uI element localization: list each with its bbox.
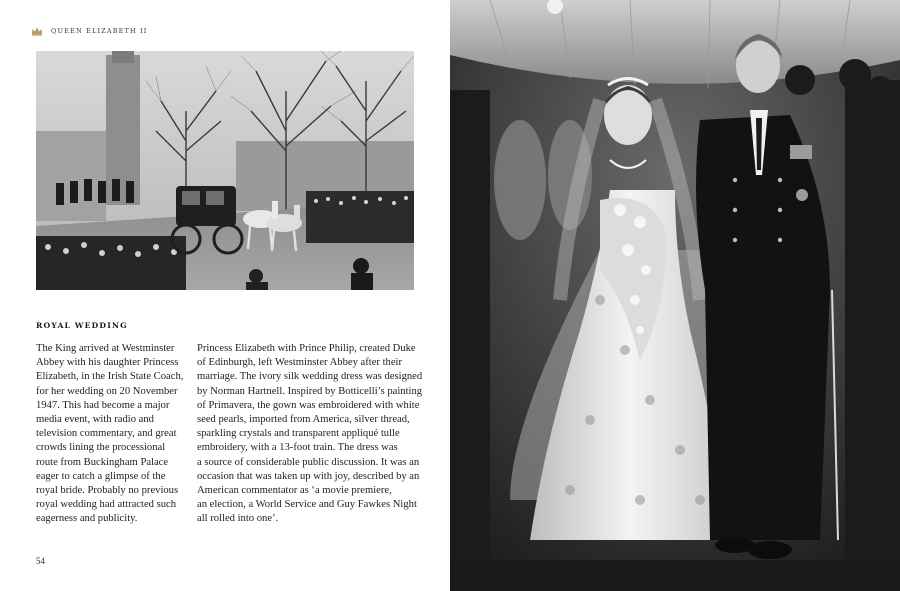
body-line: of Edinburgh, left Westminster Abbey after their xyxy=(197,357,402,369)
body-line: of Primavera, the gown was embroidered with white xyxy=(197,399,420,411)
body-line: for her wedding on 20 November xyxy=(36,385,178,397)
body-line: route from Buckingham Palace xyxy=(36,456,169,468)
body-line: 1947. This had become a major xyxy=(36,399,170,411)
body-line: eager to catch a glimpse of the xyxy=(36,470,166,482)
body-line: eagerness and publicity. xyxy=(36,513,138,525)
body-line: royal wedding had attracted such xyxy=(36,499,177,511)
body-line: a source of considerable public discussion. It was an xyxy=(197,456,420,468)
body-line: by Norman Hartnell. Inspired by Botticelli’s painting xyxy=(197,385,423,397)
body-line: an election, a World Service and Guy Fawkes Night xyxy=(197,499,417,511)
body-line: Princess Elizabeth with Prince Philip, created Duke xyxy=(197,343,416,354)
crown-icon xyxy=(31,26,43,36)
wedding-photo xyxy=(450,0,900,591)
body-line: sparkling crystals and transparent appliqué tulle xyxy=(197,428,400,440)
page-number: 54 xyxy=(36,556,45,566)
body-line: royal bride. Probably no previous xyxy=(36,485,179,497)
body-line: embroidery, with a 13-foot train. The dress was xyxy=(197,442,398,454)
procession-photo xyxy=(36,51,414,290)
body-line: crowds lining the processional xyxy=(36,442,166,454)
body-line: American commentator as ‘a movie premiere, xyxy=(197,485,392,497)
body-line: occasion that was taken up with joy, described by an xyxy=(197,470,420,482)
body-line: Abbey with his daughter Princess xyxy=(36,357,179,369)
body-column-left xyxy=(36,342,184,527)
body-line: The King arrived at Westminster xyxy=(36,343,175,354)
body-line: all rolled into one’. xyxy=(197,513,279,525)
body-line: marriage. The ivory silk wedding dress was designed xyxy=(197,371,423,383)
body-line: Elizabeth, in the Irish State Coach, xyxy=(36,371,184,383)
body-column-right xyxy=(197,342,423,527)
running-head-title: QUEEN ELIZABETH II xyxy=(51,27,148,35)
section-heading: ROYAL WEDDING xyxy=(36,321,128,330)
running-head xyxy=(31,24,148,38)
body-line: media event, with radio and xyxy=(36,414,154,426)
body-line: seed pearls, imported from America, silver thread, xyxy=(197,414,410,426)
body-line: television commentary, and great xyxy=(36,428,177,440)
